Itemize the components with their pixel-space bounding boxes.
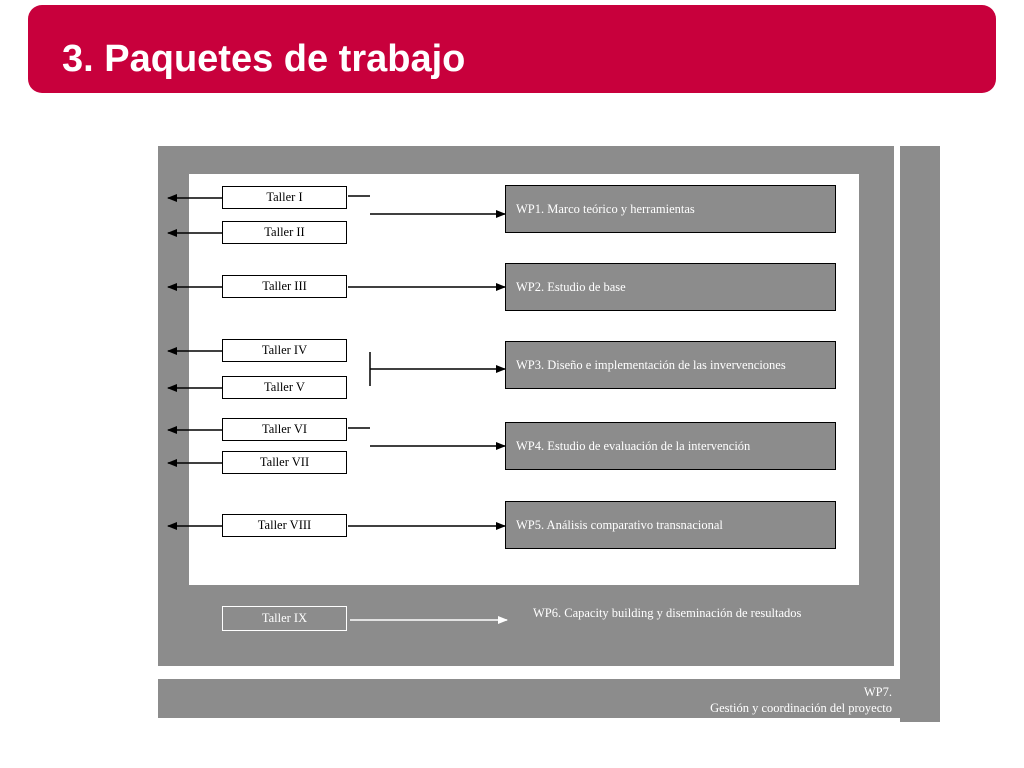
slide-title: 3. Paquetes de trabajo [62,38,466,80]
wp7-line-1: WP7. [863,685,892,699]
wp4-box: WP4. Estudio de evaluación de la intervención [505,422,836,470]
wp3-box: WP3. Diseño e implementación de las invervenciones [505,341,836,389]
wp6-label: WP6. Capacity building y diseminación de resultados [533,606,802,620]
wp1-box: WP1. Marco teórico y herramientas [505,185,836,233]
wp7-label [710,684,892,716]
taller-7-box: Taller VII [222,451,347,474]
taller-9-box: Taller IX [222,606,347,631]
taller-6-box: Taller VI [222,418,347,441]
taller-5-box: Taller V [222,376,347,399]
taller-1-box: Taller I [222,186,347,209]
wp5-box: WP5. Análisis comparativo transnacional [505,501,836,549]
taller-2-box: Taller II [222,221,347,244]
taller-3-box: Taller III [222,275,347,298]
taller-8-box: Taller VIII [222,514,347,537]
wp7-line-2: Gestión y coordinación del proyecto [710,701,892,715]
taller-4-box: Taller IV [222,339,347,362]
wp2-box: WP2. Estudio de base [505,263,836,311]
